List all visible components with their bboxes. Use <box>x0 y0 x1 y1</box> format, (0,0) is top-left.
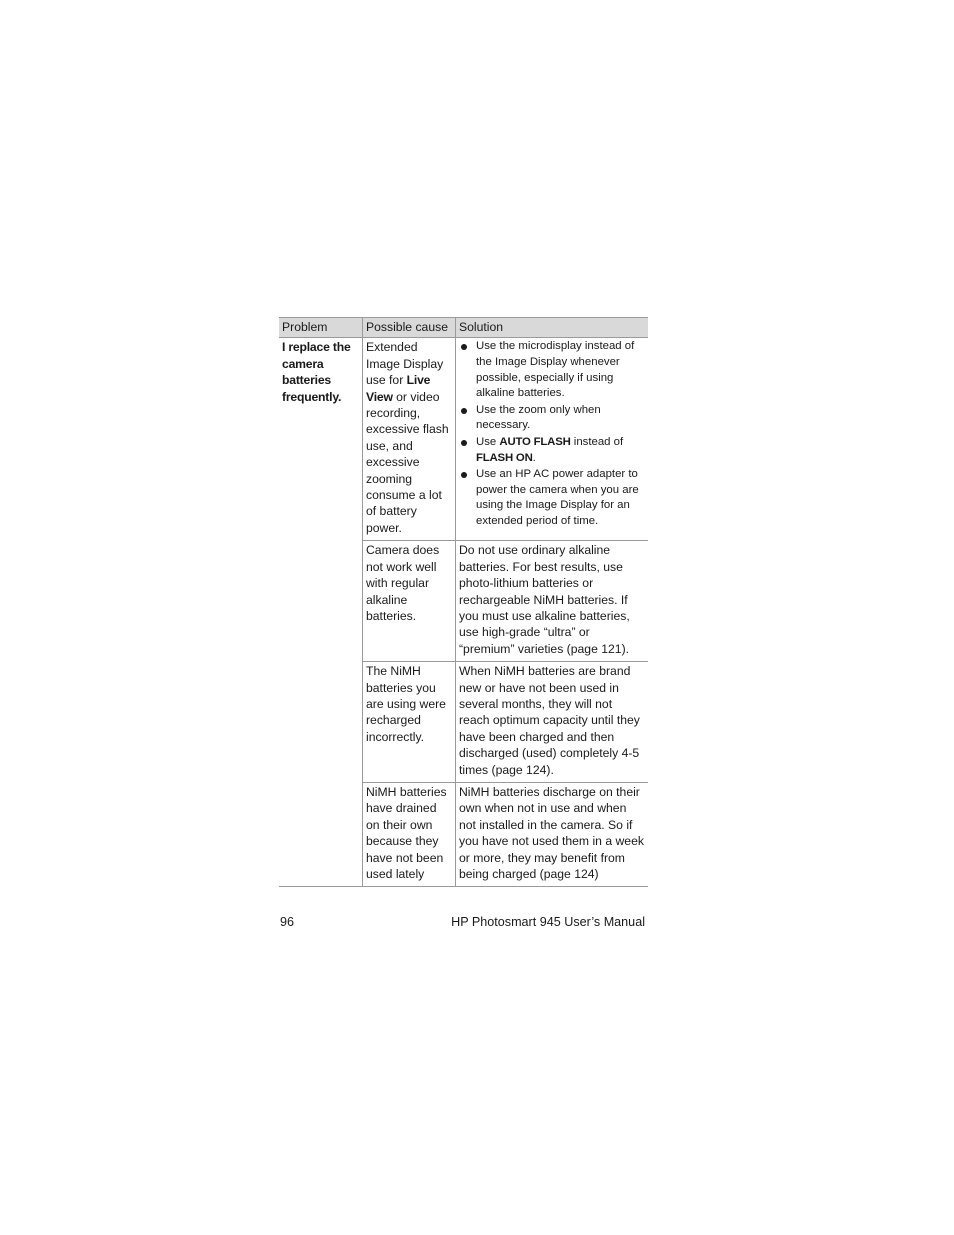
table-row <box>279 338 648 541</box>
list-item <box>459 339 645 401</box>
bullet-text: . <box>532 451 536 464</box>
bullet-icon <box>461 344 467 350</box>
list-item <box>459 467 645 529</box>
solution-bullet-list <box>459 339 645 529</box>
header-problem: Problem <box>279 318 363 338</box>
problem-cell: I replace the camera batteries frequently. <box>279 338 363 887</box>
flash-on-term: FLASH ON <box>476 451 533 464</box>
cause-cell: The NiMH batteries you are using were recharged incorrectly. <box>363 662 456 783</box>
cause-cell <box>363 338 456 541</box>
header-possible-cause: Possible cause <box>363 318 456 338</box>
solution-cell: NiMH batteries discharge on their own when not in use and when not installed in the camera. So if you have not used them in a week or more, they may benefit from being charged (page 124) <box>456 782 649 886</box>
cause-text: Extended Image Display use for <box>366 340 444 388</box>
solution-cell <box>456 338 649 541</box>
bullet-text: Use the microdisplay instead of the Image Display whenever possible, especially if using alkaline batteries. <box>476 340 635 400</box>
auto-flash-term: AUTO FLASH <box>499 435 571 448</box>
bullet-text: Use an HP AC power adapter to power the camera when you are using the Image Display for an extended period of time. <box>476 468 639 527</box>
cause-text: or video recording, excessive flash use, and excessive zooming consume a lot of battery power. <box>366 389 449 535</box>
bullet-text: Use <box>476 435 500 448</box>
solution-cell: When NiMH batteries are brand new or have not been used in several months, they will not reach optimum capacity until they have been charged and then discharged (used) completely 4-5 times (page 124). <box>456 662 649 783</box>
page-number: 96 <box>280 915 295 929</box>
table-header-row <box>279 318 648 338</box>
list-item <box>459 435 645 466</box>
bullet-icon <box>461 408 467 414</box>
solution-cell: Do not use ordinary alkaline batteries. For best results, use photo-lithium batteries or rechargeable NiMH batteries. If you must use alkaline batteries, use high-grade “ultra” or “premium” varieties (page 121). <box>456 541 649 662</box>
header-solution: Solution <box>456 318 649 338</box>
bullet-icon <box>461 472 467 478</box>
list-item <box>459 403 645 434</box>
live-view-term: Live View <box>366 373 431 404</box>
troubleshooting-table <box>279 317 648 887</box>
cause-cell: NiMH batteries have drained on their own because they have not been used lately <box>363 782 456 886</box>
bullet-icon <box>461 440 467 446</box>
cause-cell: Camera does not work well with regular alkaline batteries. <box>363 541 456 662</box>
bullet-text: Use the zoom only when necessary. <box>476 403 601 432</box>
bullet-text: instead of <box>570 435 624 448</box>
manual-title: HP Photosmart 945 User’s Manual <box>451 915 645 929</box>
